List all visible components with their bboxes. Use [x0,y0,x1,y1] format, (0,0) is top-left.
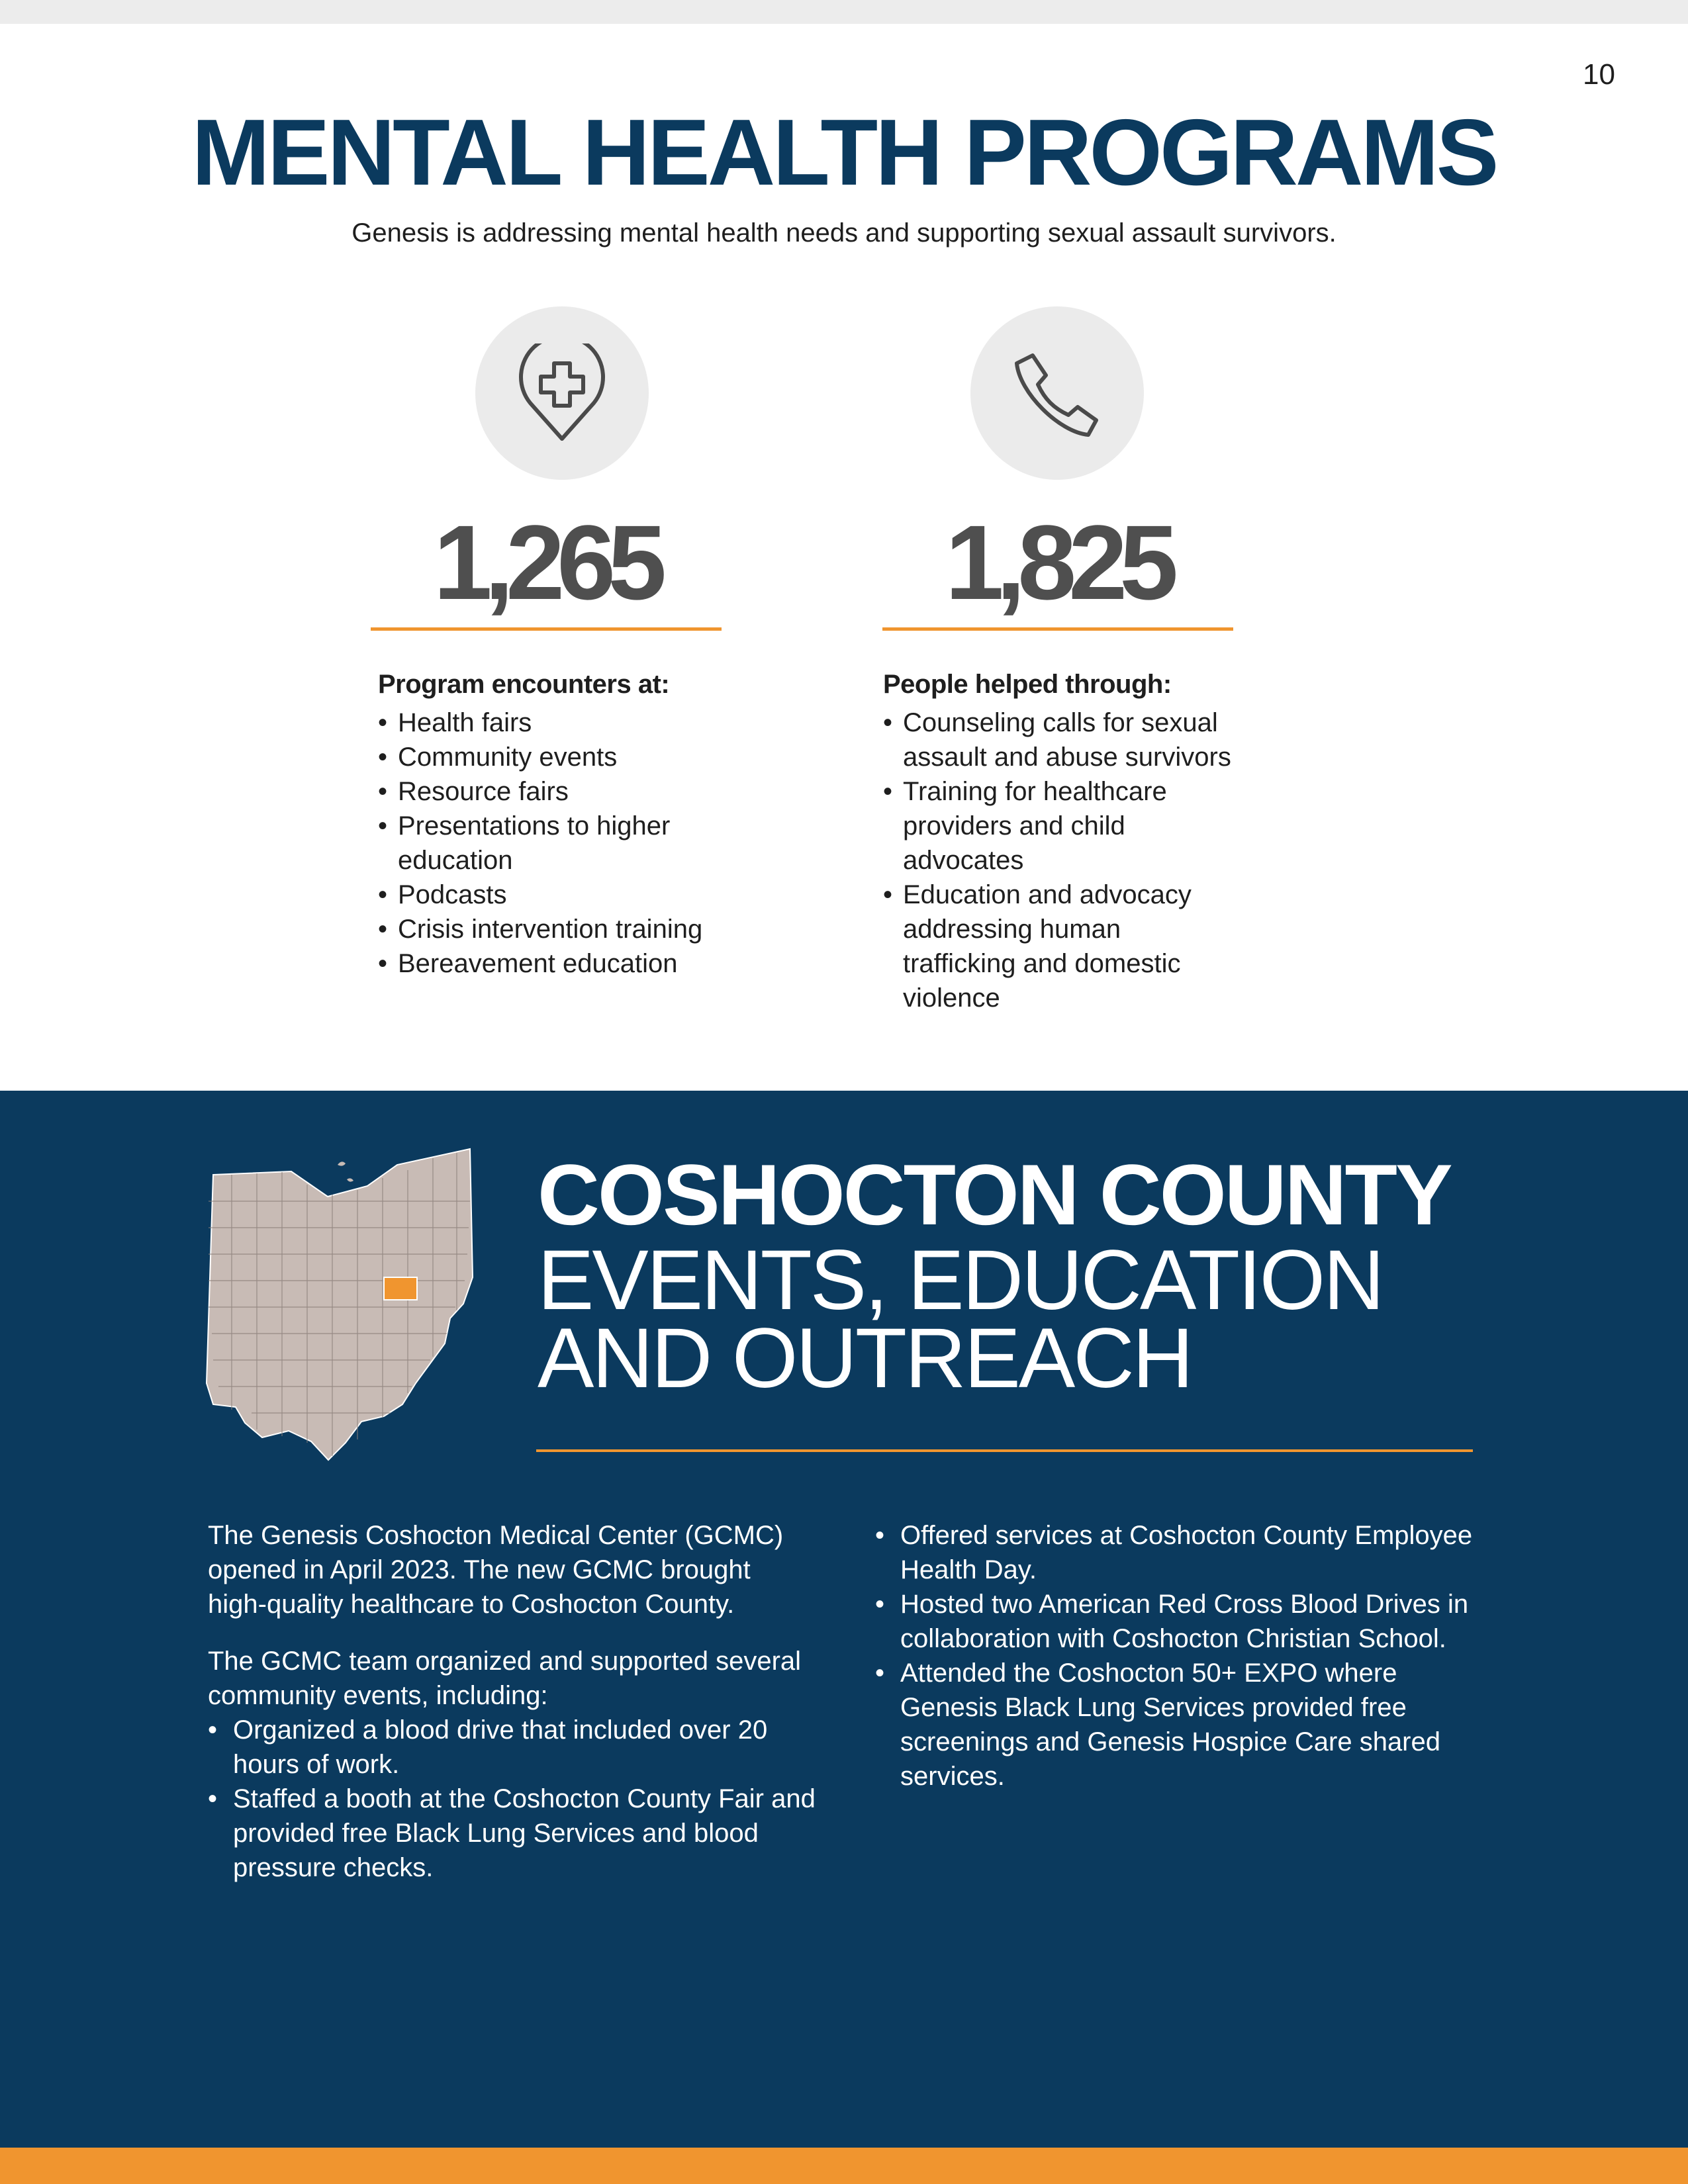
county-title-bold: COSHOCTON COUNTY [538,1146,1451,1243]
county-title [538,1146,1477,1406]
county-title-light: EVENTS, EDUCATION AND OUTREACH [538,1233,1383,1406]
county-left-column [208,1518,837,1885]
stat-1-icon-circle [475,306,649,480]
stat-2-heading: People helped through: [883,670,1172,699]
list-item: • Presentations to higher education [378,809,709,878]
ohio-county-map-icon [205,1145,496,1463]
list-item: • Health fairs [378,705,722,740]
bottom-accent-bar [0,2148,1688,2184]
list-item: • Training for healthcare providers and child advocates [883,774,1188,878]
list-item: • Attended the Coshocton 50+ EXPO where Genesis Black Lung Services provided free screenings and Genesis Hospice Care shared services. [875,1656,1470,1794]
stat-1-divider [371,627,722,631]
list-item: • Crisis intervention training [378,912,722,946]
county-lead: The GCMC team organized and supported several community events, including: [208,1647,802,1710]
top-strip [0,0,1688,24]
stat-2-divider [882,627,1233,631]
stat-2-icon-circle [970,306,1144,480]
phone-icon [1008,343,1107,443]
county-right-column [875,1518,1504,1794]
stat-1-heading: Program encounters at: [378,670,670,699]
medical-location-pin-icon [516,343,608,443]
list-item: • Offered services at Coshocton County Employee Health Day. [875,1518,1529,1587]
list-item: • Staffed a booth at the Coshocton County Fair and provided free Black Lung Services and blood pressure checks. [208,1782,862,1885]
county-divider [536,1449,1473,1452]
list-item: • Community events [378,740,722,774]
page-number: 10 [1583,58,1615,91]
list-item: • Education and advocacy addressing human trafficking and domestic violence [883,878,1241,1015]
list-item: • Bereavement education [378,946,722,981]
stat-1-list [378,667,722,981]
stat-2-list [883,667,1254,1015]
list-item: • Resource fairs [378,774,722,809]
stat-1-number: 1,265 [433,503,659,621]
list-item: • Counseling calls for sexual assault and abuse survivors [883,705,1254,774]
list-item: • Podcasts [378,878,722,912]
page-title: MENTAL HEALTH PROGRAMS [191,100,1497,205]
list-item: • Hosted two American Red Cross Blood Drives in collaboration with Coshocton Christian School. [875,1587,1516,1656]
page-subtitle: Genesis is addressing mental health needs and supporting sexual assault survivors. [352,218,1336,248]
county-intro: The Genesis Coshocton Medical Center (GCMC) opened in April 2023. The new GCMC brought high-quality healthcare to Coshocton County. [208,1521,784,1619]
list-item: • Organized a blood drive that included over 20 hours of work. [208,1713,822,1782]
stat-2-number: 1,825 [945,503,1171,621]
